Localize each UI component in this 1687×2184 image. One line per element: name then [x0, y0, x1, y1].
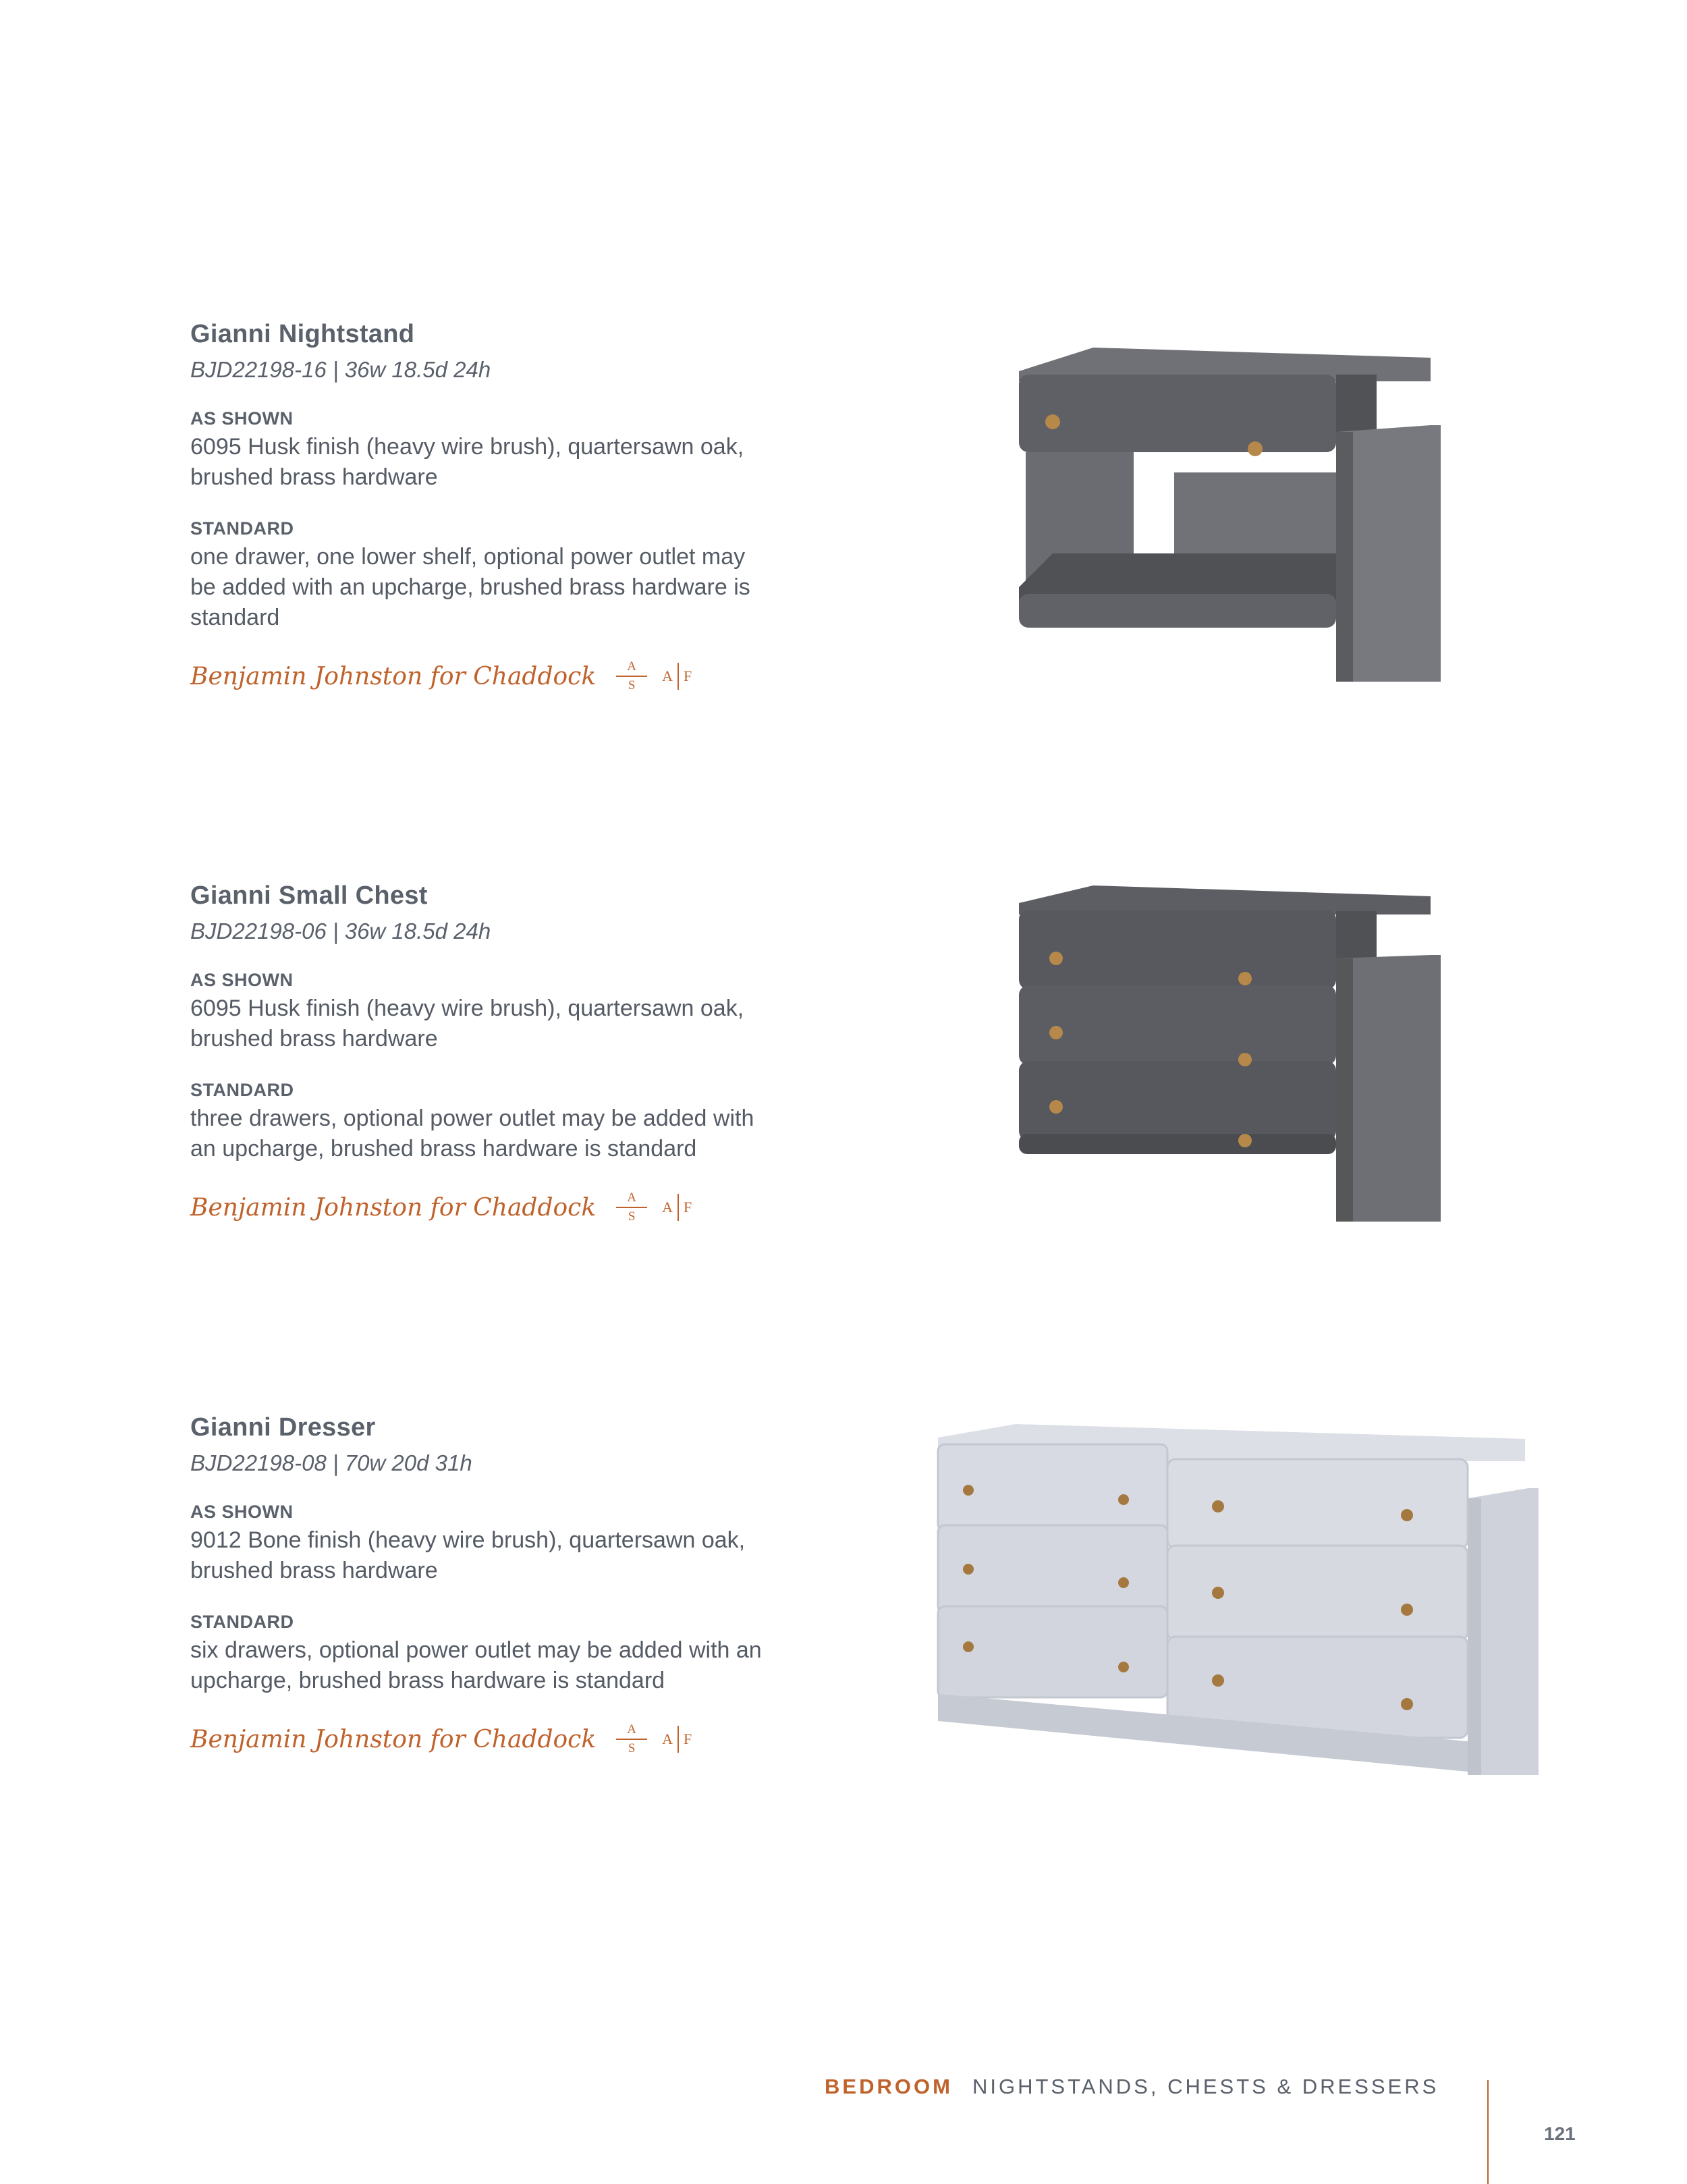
standard-line: standard: [190, 605, 280, 630]
as-shown-line: brushed brass hardware: [190, 1026, 438, 1052]
footer-divider: [1487, 2080, 1489, 2184]
product-gianni-nightstand: [190, 320, 892, 692]
logo-letter: S: [628, 678, 636, 692]
footer-section-title: BEDROOM: [825, 2075, 953, 2098]
standard-text: [190, 1635, 892, 1696]
nightstand-image: [1012, 344, 1451, 682]
af-logo-icon: [662, 1726, 692, 1753]
logo-letter: A: [627, 1722, 637, 1737]
logo-letter: A: [627, 659, 637, 674]
as-shown-label: AS SHOWN: [190, 1502, 294, 1522]
standard-line: one drawer, one lower shelf, optional power outlet may: [190, 544, 746, 570]
product-gianni-small-chest: [190, 881, 892, 1224]
af-logo-icon: [662, 663, 692, 690]
as-shown-label: AS SHOWN: [190, 408, 294, 429]
as-shown-text: [190, 993, 892, 1054]
designer-name: Benjamin Johnston for Chaddock: [190, 662, 597, 690]
standard-label: STANDARD: [190, 1080, 294, 1100]
product-title: Gianni Dresser: [190, 1413, 376, 1442]
as-logo-icon: [616, 1191, 647, 1224]
logo-letter: F: [684, 1730, 692, 1747]
product-gianni-dresser: [190, 1413, 892, 1755]
standard-line: upcharge, brushed brass hardware is standard: [190, 1668, 665, 1693]
product-sku: BJD22198-16 | 36w 18.5d 24h: [190, 357, 491, 382]
standard-line: be added with an upcharge, brushed brass hardware is: [190, 574, 750, 600]
logo-letter: A: [662, 1199, 673, 1216]
small-chest-image: [1012, 884, 1451, 1222]
as-logo-icon: [616, 1723, 647, 1755]
standard-text: [190, 1103, 892, 1164]
designer-name: Benjamin Johnston for Chaddock: [190, 1193, 597, 1222]
designer-signature: [190, 660, 892, 692]
as-shown-text: [190, 432, 892, 493]
designer-signature: [190, 1723, 892, 1755]
designer-name: Benjamin Johnston for Chaddock: [190, 1725, 597, 1753]
logo-letter: A: [627, 1191, 637, 1205]
standard-line: six drawers, optional power outlet may be added with an: [190, 1637, 762, 1663]
standard-line: three drawers, optional power outlet may be added with: [190, 1105, 754, 1131]
page-number: 121: [1544, 2123, 1576, 2144]
as-shown-text: [190, 1525, 892, 1586]
designer-signature: [190, 1191, 892, 1224]
footer-subsection: NIGHTSTANDS, CHESTS & DRESSERS: [972, 2075, 1439, 2098]
standard-label: STANDARD: [190, 518, 294, 539]
product-sku: BJD22198-08 | 70w 20d 31h: [190, 1450, 472, 1475]
product-title: Gianni Nightstand: [190, 320, 415, 348]
dresser-image: [935, 1424, 1542, 1782]
logo-letter: S: [628, 1741, 636, 1755]
as-shown-line: brushed brass hardware: [190, 464, 438, 490]
product-sku: BJD22198-06 | 36w 18.5d 24h: [190, 919, 491, 944]
logo-letter: A: [662, 1730, 673, 1747]
product-title: Gianni Small Chest: [190, 881, 428, 910]
logo-letter: S: [628, 1209, 636, 1224]
as-shown-line: 9012 Bone finish (heavy wire brush), quartersawn oak,: [190, 1527, 746, 1553]
as-shown-line: 6095 Husk finish (heavy wire brush), quartersawn oak,: [190, 995, 744, 1021]
af-logo-icon: [662, 1194, 692, 1221]
as-shown-line: 6095 Husk finish (heavy wire brush), quartersawn oak,: [190, 434, 744, 460]
standard-text: [190, 542, 892, 633]
as-shown-label: AS SHOWN: [190, 970, 294, 990]
as-shown-line: brushed brass hardware: [190, 1558, 438, 1583]
standard-line: an upcharge, brushed brass hardware is standard: [190, 1136, 697, 1162]
logo-letter: F: [684, 667, 692, 684]
logo-letter: F: [684, 1199, 692, 1216]
standard-label: STANDARD: [190, 1612, 294, 1632]
logo-letter: A: [662, 667, 673, 684]
as-logo-icon: [616, 660, 647, 692]
